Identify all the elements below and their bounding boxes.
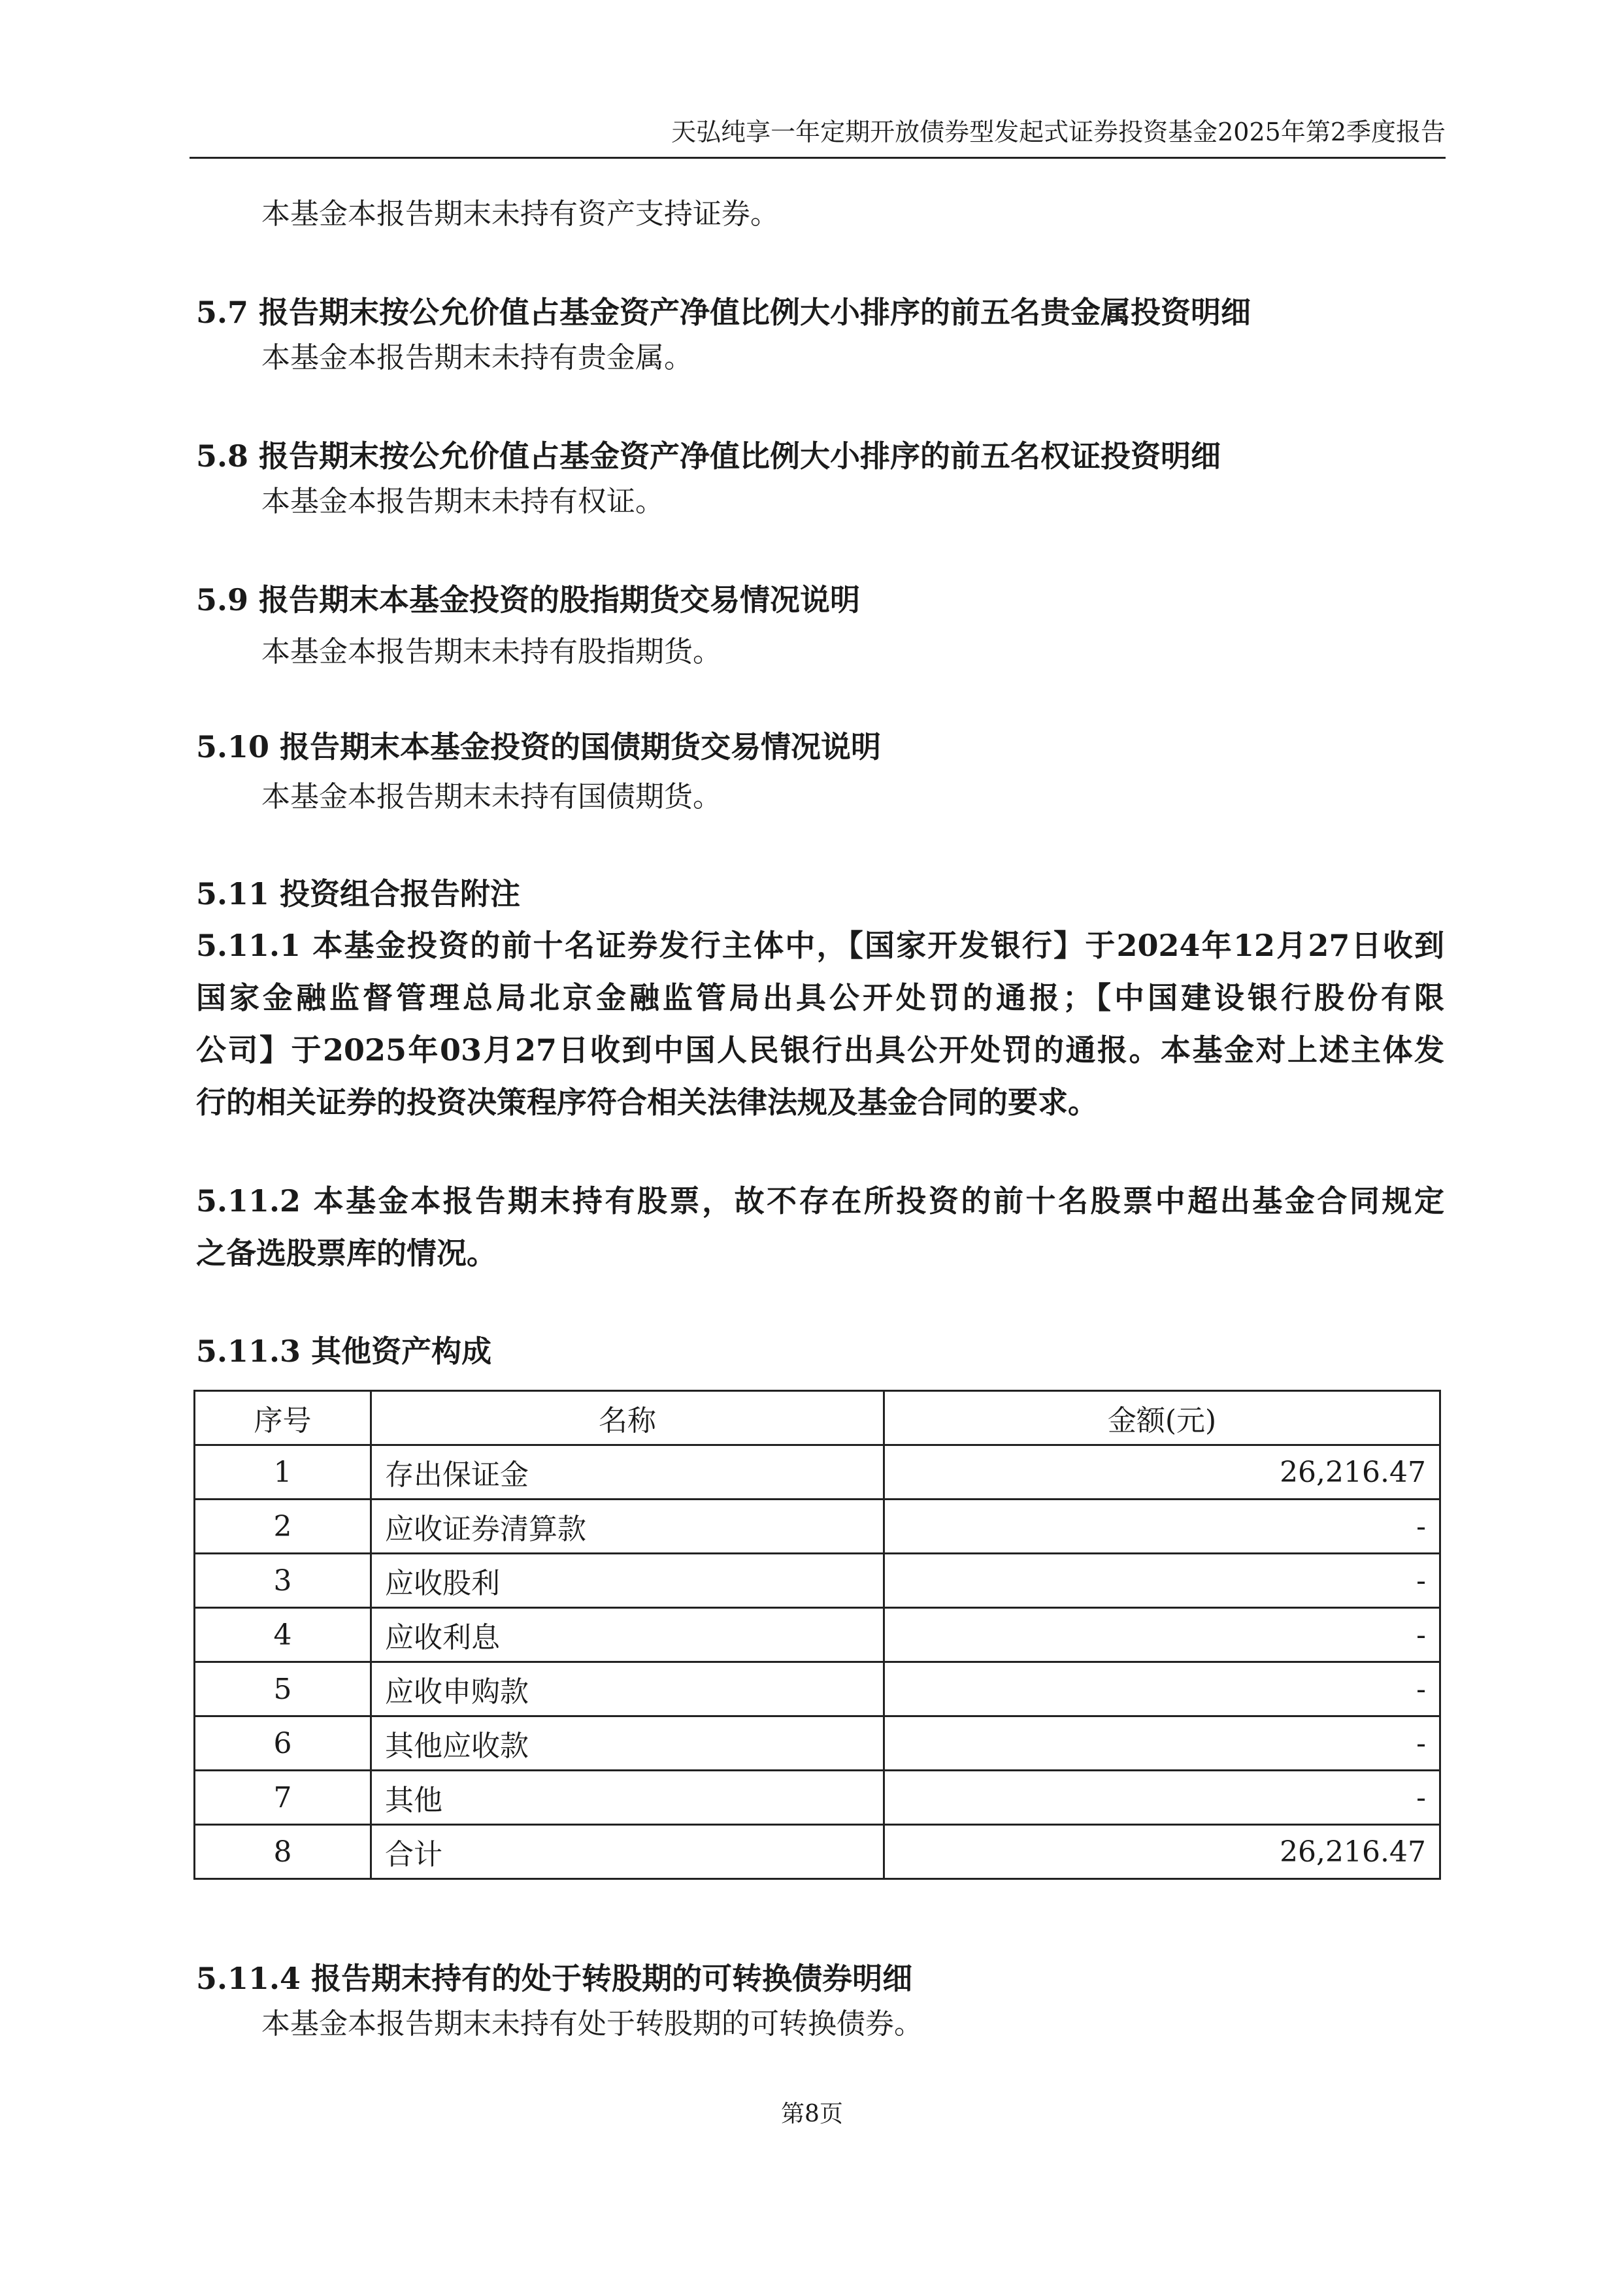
cell-no: 1 (195, 1445, 371, 1500)
cell-name: 其他 (371, 1771, 884, 1825)
cell-amount: - (884, 1662, 1440, 1716)
table-row (195, 1716, 1440, 1771)
note-5-11-4-text: 本基金本报告期末未持有处于转股期的可转换债券。 (261, 2007, 923, 2041)
cell-no: 7 (195, 1771, 371, 1825)
section-5-8-heading: 5.8 报告期末按公允价值占基金资产净值比例大小排序的前五名权证投资明细 (196, 438, 1221, 474)
section-5-7-text: 本基金本报告期末未持有贵金属。 (261, 341, 693, 374)
note-5-11-1-line: 国家金融监督管理总局北京金融监管局出具公开处罚的通报；【中国建设银行股份有限 (196, 980, 1444, 1015)
cell-amount: 26,216.47 (884, 1445, 1440, 1500)
cell-amount: - (884, 1608, 1440, 1662)
section-5-9-text: 本基金本报告期末未持有股指期货。 (261, 635, 721, 668)
cell-no: 8 (195, 1825, 371, 1879)
cell-name: 应收股利 (371, 1554, 884, 1608)
column-header-amount: 金额(元) (884, 1391, 1440, 1445)
table-row (195, 1662, 1440, 1716)
cell-no: 5 (195, 1662, 371, 1716)
note-5-11-3-heading: 5.11.3 其他资产构成 (196, 1334, 492, 1369)
note-5-11-1-line: 公司】于2025年03月27日收到中国人民银行出具公开处罚的通报。本基金对上述主体发 (196, 1032, 1444, 1068)
header-title: 天弘纯享一年定期开放债券型发起式证券投资基金2025年第2季度报告 (671, 118, 1446, 146)
cell-name: 其他应收款 (371, 1716, 884, 1771)
cell-amount: 26,216.47 (884, 1825, 1440, 1879)
cell-name: 应收证券清算款 (371, 1500, 884, 1554)
table-row (195, 1445, 1440, 1500)
cell-name: 应收利息 (371, 1608, 884, 1662)
section-5-8-text: 本基金本报告期末未持有权证。 (261, 485, 664, 518)
table-row (195, 1771, 1440, 1825)
note-5-11-2-line: 5.11.2 本基金本报告期末持有股票，故不存在所投资的前十名股票中超出基金合同规定 (196, 1183, 1444, 1219)
table-row-total (195, 1825, 1440, 1879)
note-5-11-1-line: 行的相关证券的投资决策程序符合相关法律法规及基金合同的要求。 (196, 1085, 1098, 1120)
column-header-no: 序号 (195, 1391, 371, 1445)
cell-amount: - (884, 1716, 1440, 1771)
section-5-10-heading: 5.10 报告期末本基金投资的国债期货交易情况说明 (196, 729, 882, 764)
cell-no: 3 (195, 1554, 371, 1608)
section-5-9-heading: 5.9 报告期末本基金投资的股指期货交易情况说明 (196, 582, 861, 617)
table-header-row (195, 1391, 1440, 1445)
page-number: 第8页 (781, 2101, 843, 2127)
note-5-11-2-line: 之备选股票库的情况。 (196, 1236, 497, 1271)
column-header-name: 名称 (371, 1391, 884, 1445)
intro-text: 本基金本报告期末未持有资产支持证券。 (261, 197, 779, 231)
cell-amount: - (884, 1554, 1440, 1608)
note-5-11-1-line: 5.11.1 本基金投资的前十名证券发行主体中，【国家开发银行】于2024年12月27日收到 (196, 928, 1444, 963)
section-5-7-heading: 5.7 报告期末按公允价值占基金资产净值比例大小排序的前五名贵金属投资明细 (196, 295, 1251, 330)
cell-amount: - (884, 1771, 1440, 1825)
cell-no: 2 (195, 1500, 371, 1554)
cell-no: 6 (195, 1716, 371, 1771)
note-5-11-4-heading: 5.11.4 报告期末持有的处于转股期的可转换债券明细 (196, 1961, 913, 1996)
cell-name: 合计 (371, 1825, 884, 1879)
section-5-11-heading: 5.11 投资组合报告附注 (196, 876, 521, 911)
table-row (195, 1554, 1440, 1608)
section-5-10-text: 本基金本报告期末未持有国债期货。 (261, 780, 721, 813)
cell-amount: - (884, 1500, 1440, 1554)
cell-no: 4 (195, 1608, 371, 1662)
other-assets-table (193, 1390, 1441, 1880)
page-header (190, 111, 1446, 159)
cell-name: 存出保证金 (371, 1445, 884, 1500)
cell-name: 应收申购款 (371, 1662, 884, 1716)
table-row (195, 1608, 1440, 1662)
table-row (195, 1500, 1440, 1554)
